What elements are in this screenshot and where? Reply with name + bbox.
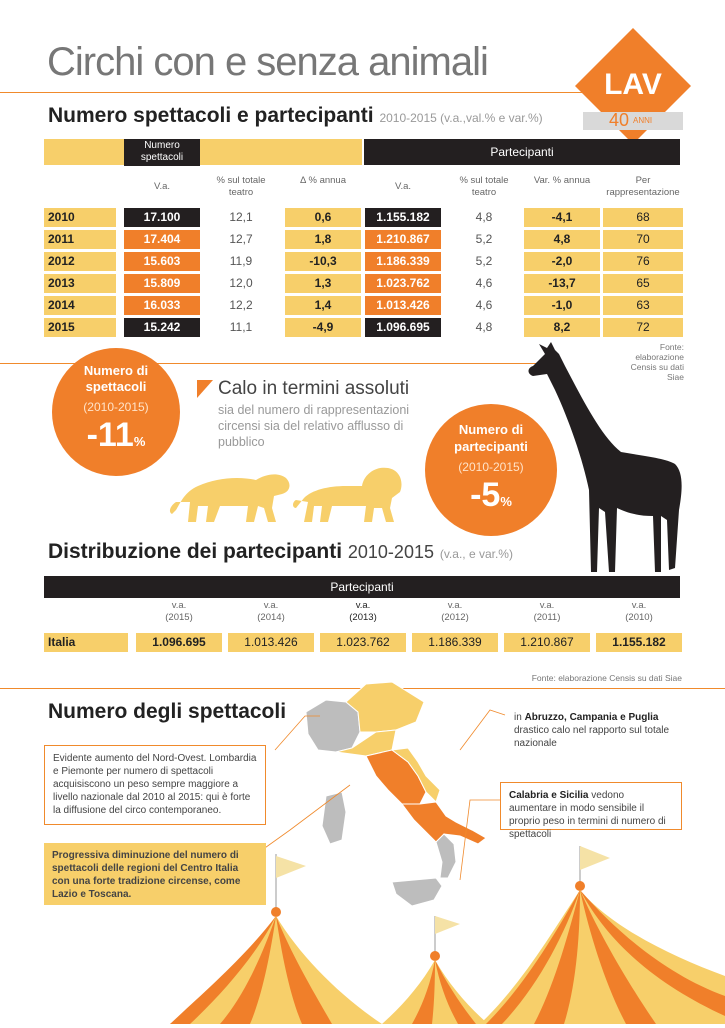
section1-subtitle: 2010-2015 (v.a.,val.% e var.%): [379, 111, 543, 125]
col-header-label: v.a.: [263, 600, 279, 611]
table-cell-sp-va: 15.603: [124, 252, 200, 271]
table-cell-per-rapp: 72: [603, 318, 683, 337]
col-header: [228, 600, 314, 624]
note-nordovest: Evidente aumento del Nord-Ovest. Lombardia e Piemonte per numero di spettacoli acquisiscono un peso sempre maggiore a livello nazionale dal 2010 al 2015: qui è forte la diffusione del circo contemporaneo.: [44, 745, 266, 825]
col-header: [596, 600, 682, 624]
table-cell-year: 2013: [44, 274, 116, 293]
table-cell-pa-pct: 5,2: [475, 232, 493, 246]
table-cell-sp-va: 17.404: [124, 230, 200, 249]
table-cell-pa-pct: 4,6: [475, 276, 493, 290]
logo-anni: ANNI: [633, 116, 653, 125]
table-cell-value: 1.096.695: [136, 633, 222, 652]
table-cell-pa-va: 1.023.762: [365, 274, 441, 293]
table-cell-sp-va: 15.809: [124, 274, 200, 293]
section2-subtitle: (v.a., e var.%): [439, 547, 513, 561]
table-cell-sp-pct: 11,1: [229, 320, 253, 334]
section2-title: Distribuzione dei partecipanti: [48, 540, 343, 563]
col-header: Per rappresentazione: [606, 175, 680, 198]
table-cell-per-rapp: 65: [603, 274, 683, 293]
table-cell-year: 2014: [44, 296, 116, 315]
section2-heading: [48, 540, 513, 564]
table-cell-sp-va: 17.100: [124, 208, 200, 227]
section2-year-range: 2010-2015: [347, 542, 434, 562]
table-cell-per-rapp: 63: [603, 296, 683, 315]
table-cell-value: 1.186.339: [412, 633, 498, 652]
section2-group-label: Partecipanti: [44, 576, 680, 598]
spettacoli-circle-label: Numero di spettacoli: [83, 363, 149, 394]
col-header: V.a.: [153, 181, 171, 192]
table-cell-sp-pct: 12,0: [229, 276, 253, 290]
table-cell-pa-var: 8,2: [524, 318, 600, 337]
source-note: Fonte: elaborazione Censis su dati Siae: [630, 342, 684, 382]
section1-title: Numero spettacoli e partecipanti: [48, 104, 374, 127]
col-header: Δ % annua: [300, 175, 346, 186]
page-title: Circhi con e senza animali: [47, 40, 488, 84]
partecipanti-circle-value: -5: [470, 476, 501, 514]
col-header-year: (2015): [165, 612, 193, 623]
table-cell-sp-delta: 1,8: [285, 230, 361, 249]
table-cell-pa-pct: 5,2: [475, 254, 493, 268]
table-cell-sp-pct: 12,1: [229, 210, 253, 224]
group-spettacoli-label: Numero spettacoli: [124, 139, 200, 166]
source-note-2: Fonte: elaborazione Censis su dati Siae: [531, 673, 682, 683]
note-sud: [506, 705, 680, 755]
partecipanti-circle-unit: %: [500, 494, 512, 509]
table-cell-pa-var: -4,1: [524, 208, 600, 227]
table-cell-pa-va: 1.096.695: [365, 318, 441, 337]
table-cell-sp-va: 16.033: [124, 296, 200, 315]
table-cell-sp-delta: 1,4: [285, 296, 361, 315]
col-header-year: (2012): [441, 612, 469, 623]
lav-logo: [573, 26, 693, 146]
col-header-label: v.a.: [631, 600, 647, 611]
col-header: [412, 600, 498, 624]
col-header-label: v.a.: [539, 600, 555, 611]
note-sud-prefix: in: [514, 712, 522, 723]
col-header-label: v.a.: [355, 600, 371, 611]
partecipanti-circle-label: Numero di partecipanti: [454, 422, 528, 454]
col-header-year: (2014): [257, 612, 285, 623]
table-cell-value: 1.155.182: [596, 633, 682, 652]
table-cell-sp-delta: -10,3: [285, 252, 361, 271]
col-header: [320, 600, 406, 624]
table-cell-sp-delta: 0,6: [285, 208, 361, 227]
table-cell-pa-va: 1.155.182: [365, 208, 441, 227]
calo-title: Calo in termini assoluti: [218, 378, 410, 399]
col-header: [504, 600, 590, 624]
title-divider: [0, 92, 600, 93]
table-cell-pa-var: 4,8: [524, 230, 600, 249]
note-isole: [500, 782, 682, 840]
table-cell-per-rapp: 70: [603, 230, 683, 249]
note-centro: Progressiva diminuzione del numero di spettacoli delle regioni del Centro Italia con una forte tradizione circense, come Lazio e Toscana.: [44, 843, 266, 905]
note-sud-regions: Abruzzo, Campania e Puglia: [524, 712, 659, 723]
table-cell-pa-var: -13,7: [524, 274, 600, 293]
table-cell-sp-delta: 1,3: [285, 274, 361, 293]
table-cell-sp-pct: 12,2: [229, 298, 253, 312]
spettacoli-circle-value: -11: [86, 416, 134, 454]
row-label: Italia: [44, 633, 128, 652]
table-cell-year: 2015: [44, 318, 116, 337]
calo-text: sia del numero di rappresentazioni circensi sia del relativo afflusso di pubblico: [218, 403, 410, 449]
logo-text: LAV: [604, 68, 662, 101]
logo-years: 40: [609, 110, 630, 130]
col-header: % sul totale teatro: [459, 175, 509, 198]
col-header-year: (2013): [349, 612, 377, 623]
table-cell-value: 1.210.867: [504, 633, 590, 652]
table-cell-pa-pct: 4,6: [475, 298, 493, 312]
col-header: [136, 600, 222, 624]
table-cell-per-rapp: 68: [603, 208, 683, 227]
table-cell-pa-var: -2,0: [524, 252, 600, 271]
spettacoli-circle-unit: %: [133, 434, 146, 449]
circus-tents-illustration: [150, 846, 725, 1028]
section1-heading: [48, 104, 543, 128]
lioness-icon: [168, 462, 293, 528]
spettacoli-circle: [52, 348, 180, 476]
table-cell-pa-va: 1.013.426: [365, 296, 441, 315]
group-spettacoli-bar: [44, 139, 362, 165]
table-cell-pa-va: 1.186.339: [365, 252, 441, 271]
table-cell-year: 2011: [44, 230, 116, 249]
table-cell-value: 1.013.426: [228, 633, 314, 652]
table-cell-value: 1.023.762: [320, 633, 406, 652]
table-cell-per-rapp: 76: [603, 252, 683, 271]
partecipanti-circle-period: (2010-2015): [458, 460, 524, 474]
table-cell-year: 2012: [44, 252, 116, 271]
col-header-label: v.a.: [447, 600, 463, 611]
lion-icon: [292, 462, 404, 528]
table-cell-sp-pct: 11,9: [229, 254, 253, 268]
note-isole-text: vedono aumentare in modo sensibile il proprio peso in termini di numero di spettacoli: [509, 790, 666, 840]
note-sud-text: drastico calo nel rapporto sul totale nazionale: [514, 725, 670, 749]
spettacoli-circle-period: (2010-2015): [83, 400, 149, 414]
table-cell-pa-pct: 4,8: [475, 210, 493, 224]
col-header-label: v.a.: [171, 600, 187, 611]
table-cell-pa-var: -1,0: [524, 296, 600, 315]
giraffe-icon: [525, 340, 695, 584]
table-cell-sp-va: 15.242: [124, 318, 200, 337]
col-header: Var. % annua: [533, 175, 591, 186]
table-cell-sp-delta: -4,9: [285, 318, 361, 337]
col-header: % sul totale teatro: [216, 175, 266, 198]
section3-title: Numero degli spettacoli: [48, 700, 287, 723]
group-partecipanti-label: Partecipanti: [364, 139, 680, 165]
col-header-year: (2011): [533, 612, 561, 623]
table-cell-year: 2010: [44, 208, 116, 227]
col-header: V.a.: [394, 181, 412, 192]
table-cell-pa-pct: 4,8: [475, 320, 493, 334]
calo-arrow-icon: [197, 380, 213, 402]
table-cell-sp-pct: 12,7: [229, 232, 253, 246]
table-cell-pa-va: 1.210.867: [365, 230, 441, 249]
col-header-year: (2010): [625, 612, 653, 623]
note-isole-regions: Calabria e Sicilia: [509, 790, 589, 801]
